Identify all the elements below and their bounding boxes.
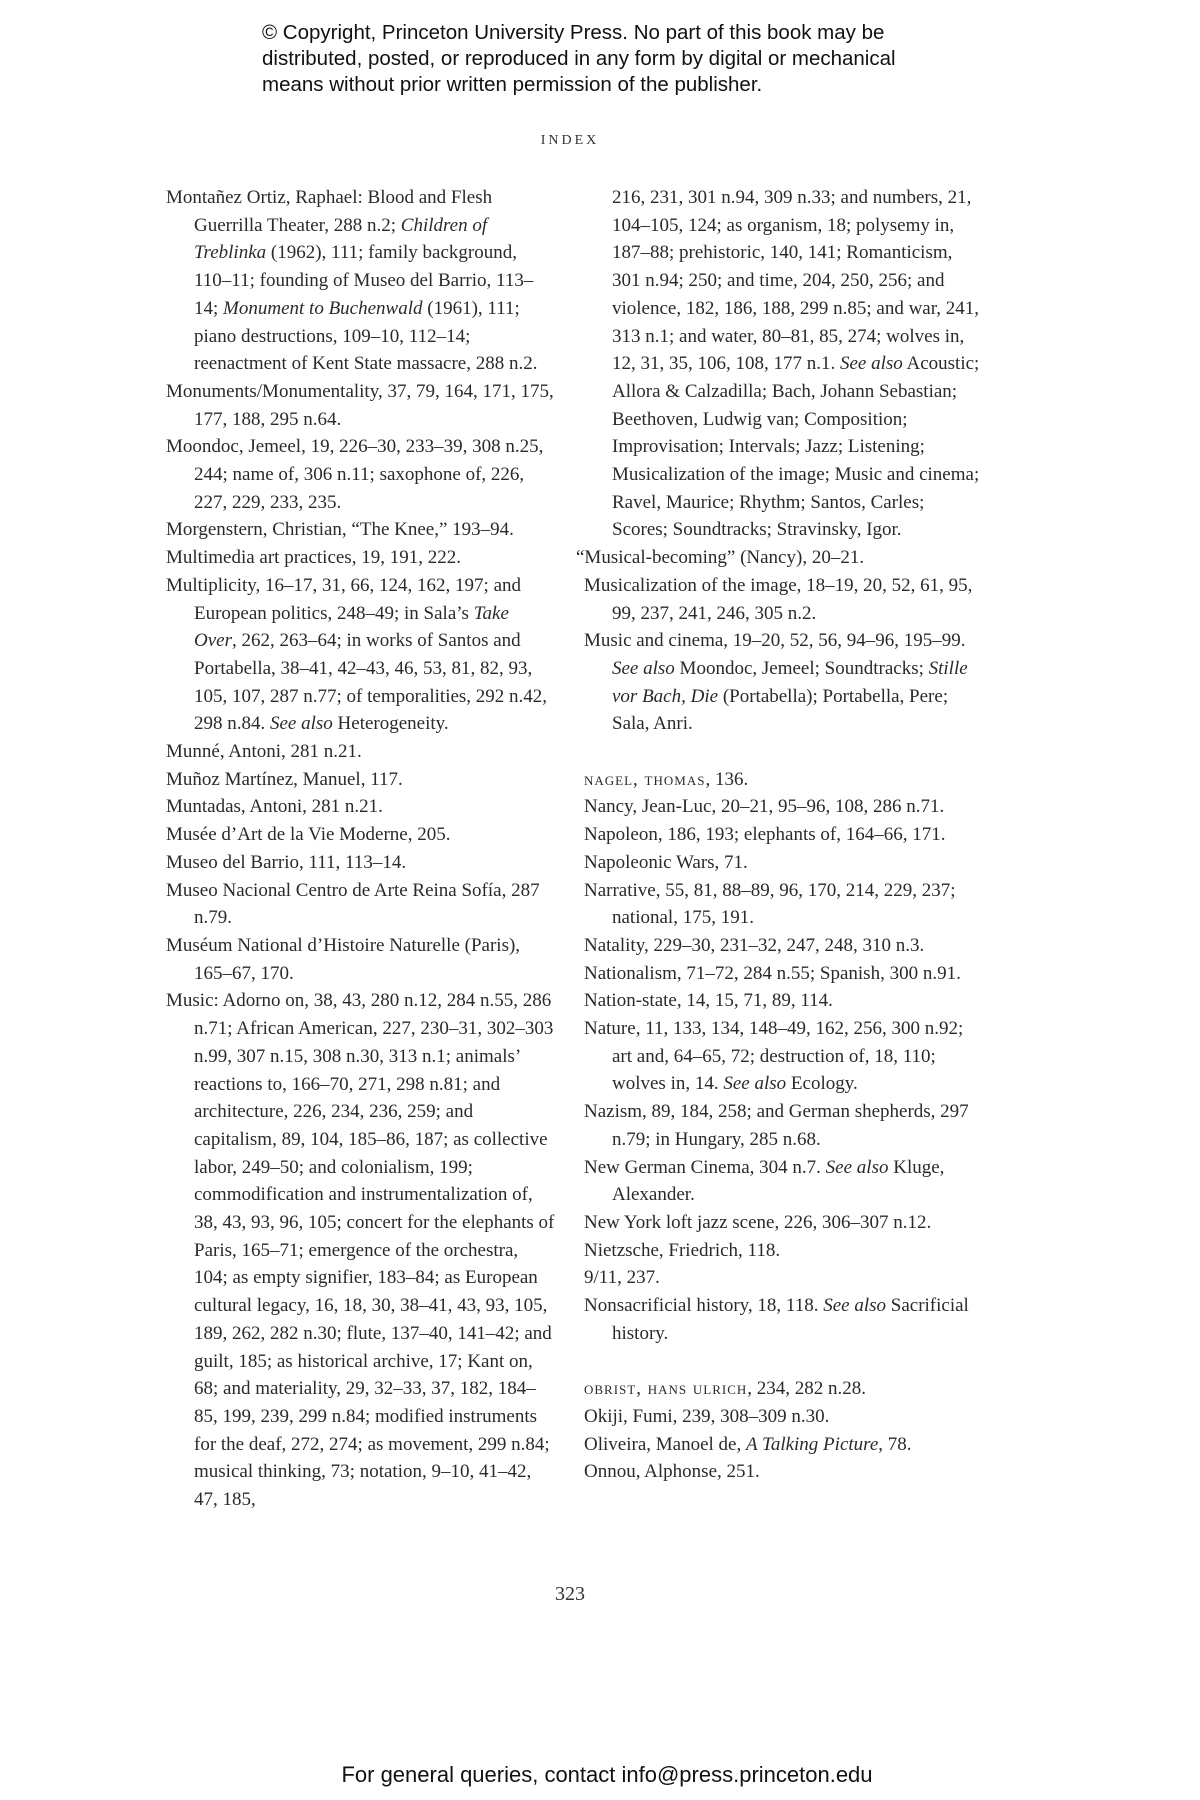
index-entry: Nation-state, 14, 15, 71, 89, 114.	[584, 990, 833, 1012]
index-entry: Oliveira, Manoel de, A Talking Picture, 78.	[584, 1433, 912, 1455]
index-entry: Multimedia art practices, 19, 191, 222.	[166, 547, 461, 569]
index-entry: Monuments/Monumentality, 37, 79, 164, 171, 175, 177, 188, 295 n.64.	[166, 380, 554, 430]
index-entry: Musée d’Art de la Vie Moderne, 205.	[166, 824, 451, 846]
index-entry: Nationalism, 71–72, 284 n.55; Spanish, 300 n.91.	[584, 962, 961, 984]
section-gap	[584, 1348, 984, 1376]
index-entry: “Musical-becoming” (Nancy), 20–21.	[576, 547, 865, 569]
index-entry: New German Cinema, 304 n.7. See also Kluge, Alexander.	[584, 1156, 945, 1206]
index-entry: Museo del Barrio, 111, 113–14.	[166, 851, 407, 873]
index-entry: 9/11, 237.	[584, 1267, 660, 1289]
index-entry: nagel, thomas, 136.	[584, 768, 749, 790]
index-entry: Munné, Antoni, 281 n.21.	[166, 741, 362, 763]
index-entry: Morgenstern, Christian, “The Knee,” 193–94.	[166, 519, 514, 541]
index-entry: Music: Adorno on, 38, 43, 280 n.12, 284 n.55, 286 n.71; African American, 227, 230–31, 302–303 n.99, 307 n.15, 308 n.30, 313 n.1; animals’ reactions to, 166–70, 271, 298 n.81; and architecture, 226, 234, 236, 259; and capitalism, 89, 104, 185–86, 187; as collective labor, 249–50; and colonialism, 199; commodification and instrumentalization of, 38, 43, 93, 96, 105; concert for the elephants of Paris, 165–71; emergence of the orchestra, 104; as empty signifier, 183–84; as European cultural legacy, 16, 18, 30, 38–41, 43, 93, 105, 189, 262, 282 n.30; flute, 137–40, 141–42; and guilt, 185; as historical archive, 17; Kant on, 68; and materiality, 29, 32–33, 37, 182, 184–85, 199, 239, 299 n.84; modified instruments for the deaf, 272, 274; as movement, 299 n.84; musical thinking, 73; notation, 9–10, 41–42, 47, 185,	[166, 990, 555, 1511]
index-entry: Nazism, 89, 184, 258; and German shepherds, 297 n.79; in Hungary, 285 n.68.	[584, 1101, 969, 1150]
index-entry: Muséum National d’Histoire Naturelle (Paris), 165–67, 170.	[166, 934, 521, 984]
index-entry: New York loft jazz scene, 226, 306–307 n.12.	[584, 1212, 932, 1233]
index-entry: Onnou, Alphonse, 251.	[584, 1461, 760, 1483]
index-entry: Muntadas, Antoni, 281 n.21.	[166, 796, 383, 818]
index-entry: Musicalization of the image, 18–19, 20, 52, 61, 95, 99, 237, 241, 246, 305 n.2.	[584, 574, 973, 624]
index-entry: Museo Nacional Centro de Arte Reina Sofía, 287 n.79.	[166, 879, 540, 929]
index-entry: Moondoc, Jemeel, 19, 226–30, 233–39, 308 n.25, 244; name of, 306 n.11; saxophone of, 226, 227, 229, 233, 235.	[166, 436, 544, 513]
index-entry: Multiplicity, 16–17, 31, 66, 124, 162, 197; and European politics, 248–49; in Sala’s Take Over, 262, 263–64; in works of Santos and Portabella, 38–41, 42–43, 46, 53, 81, 82, 93, 105, 107, 287 n.77; of temporalities, 292 n.42, 298 n.84. See also Heterogeneity.	[166, 574, 548, 735]
index-entry: Nonsacrificial history, 18, 118. See also Sacrificial history.	[584, 1295, 969, 1344]
index-entry: Nietzsche, Friedrich, 118.	[584, 1239, 781, 1261]
running-head: INDEX	[540, 133, 600, 148]
index-entry: Narrative, 55, 81, 88–89, 96, 170, 214, 229, 237; national, 175, 191.	[584, 879, 956, 929]
index-entry-continued: 216, 231, 301 n.94, 309 n.33; and numbers, 21, 104–105, 124; as organism, 18; polysemy in, 187–88; prehistoric, 140, 141; Romanticism, 301 n.94; 250; and time, 204, 250, 256; and violence, 182, 186, 188, 299 n.85; and war, 241, 313 n.1; and water, 80–81, 85, 274; wolves in, 12, 31, 35, 106, 108, 177 n.1. See also Acoustic; Allora & Calzadilla; Bach, Johann Sebastian; Beethoven, Ludwig van; Composition; Improvisation; Intervals; Jazz; Listening; Musicalization of the image; Music and cinema; Ravel, Maurice; Rhythm; Santos, Carles; Scores; Soundtracks; Stravinsky, Igor.	[612, 187, 980, 541]
index-entry: Natality, 229–30, 231–32, 247, 248, 310 n.3.	[584, 934, 925, 956]
index-entry: Nature, 11, 133, 134, 148–49, 162, 256, 300 n.92; art and, 64–65, 72; destruction of, 18, 110; wolves in, 14. See also Ecology.	[584, 1018, 964, 1095]
index-entry: Music and cinema, 19–20, 52, 56, 94–96, 195–99. See also Moondoc, Jemeel; Soundtracks; Stille vor Bach, Die (Portabella); Portabella, Pere; Sala, Anri.	[584, 630, 968, 735]
index-column-left	[166, 184, 556, 1514]
section-gap	[584, 738, 984, 766]
index-entry: Napoleonic Wars, 71.	[584, 851, 748, 873]
index-entry: obrist, hans ulrich, 234, 282 n.28.	[584, 1378, 867, 1400]
index-entry: Montañez Ortiz, Raphael: Blood and Flesh Guerrilla Theater, 288 n.2; Children of Treblinka (1962), 111; family background, 110–11; founding of Museo del Barrio, 113–14; Monument to Buchenwald (1961), 111; piano destructions, 109–10, 112–14; reenactment of Kent State massacre, 288 n.2.	[166, 187, 538, 375]
footer-contact: For general queries, contact info@press.princeton.edu	[341, 1762, 873, 1787]
index-entry: Muñoz Martínez, Manuel, 117.	[166, 768, 403, 790]
page-number: 323	[555, 1583, 585, 1605]
index-entry: Napoleon, 186, 193; elephants of, 164–66, 171.	[584, 824, 946, 846]
index-column-right	[576, 184, 984, 1486]
index-entry: Okiji, Fumi, 239, 308–309 n.30.	[584, 1405, 830, 1427]
copyright-notice: © Copyright, Princeton University Press. No part of this book may be distributed, posted, or reproduced in any form by digital or mechanical means without prior written permission of the publisher.	[262, 21, 896, 96]
index-entry: Nancy, Jean-Luc, 20–21, 95–96, 108, 286 n.71.	[584, 796, 945, 818]
